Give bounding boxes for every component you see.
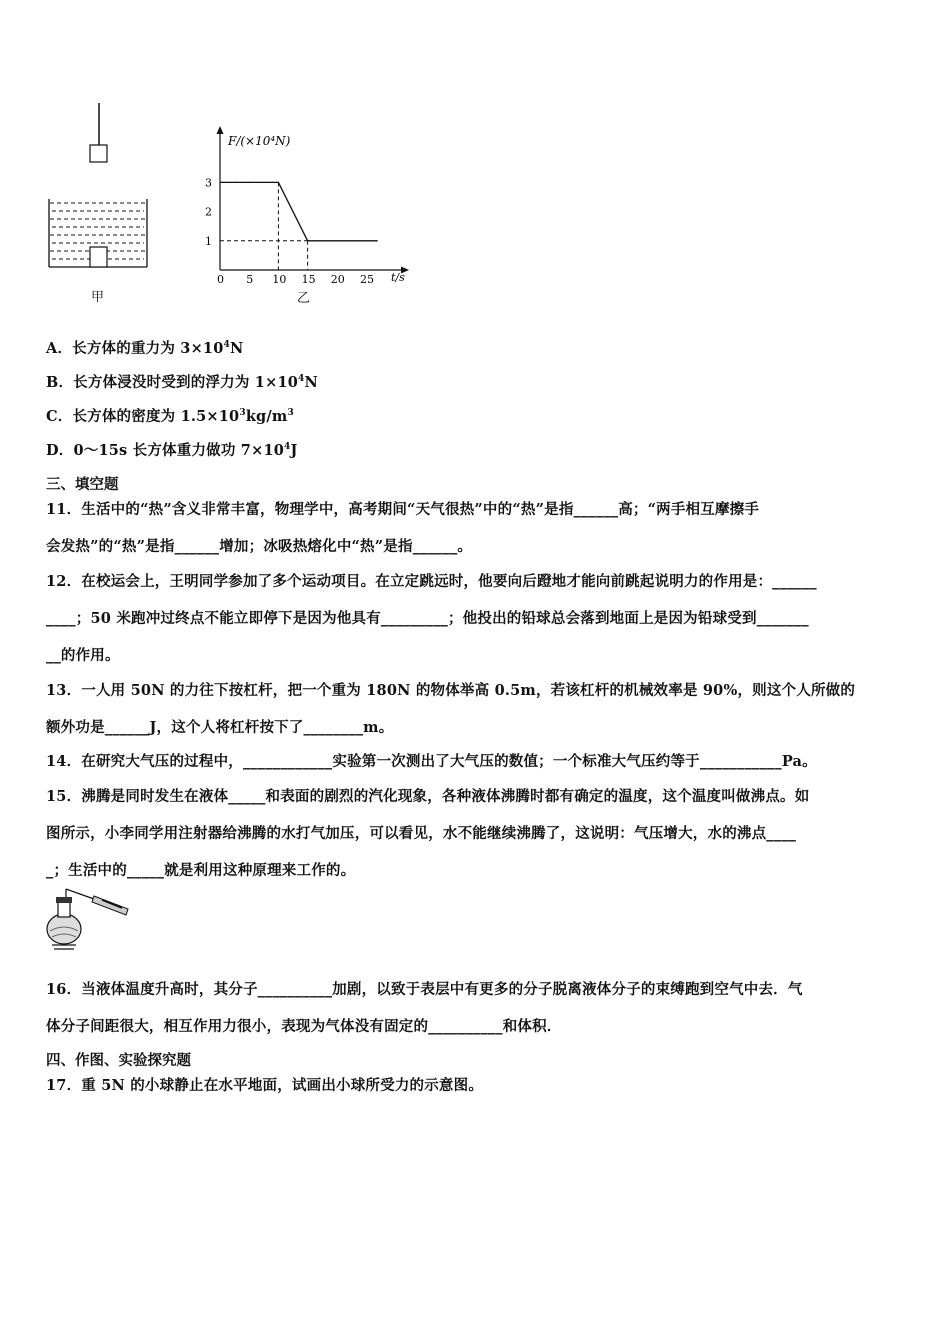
option-b: B．长方体浸没时受到的浮力为 $1\times 10^4N$ — [46, 374, 318, 391]
question-12-line-2: ____；50 米跑冲过终点不能立即停下是因为他具有_________；他投出的铅球总会落到地面上是因为铅球受到_______ — [46, 610, 809, 627]
x-tick-label-15: 15 — [301, 273, 316, 285]
question-16-line-1: 16．当液体温度升高时，其分子__________加剧，以致于表层中有更多的分子脱离液体分子的束缚跑到空气中去．气 — [46, 981, 803, 998]
question-12-line-3: __的作用。 — [46, 647, 120, 664]
y-axis-arrow — [217, 126, 224, 134]
flask-stand — [52, 945, 76, 949]
question-15-line-3: _；生活中的_____就是利用这种原理来工作的。 — [46, 862, 356, 879]
question-15-line-2: 图所示，小李同学用注射器给沸腾的水打气加压，可以看见，水不能继续沸腾了，这说明：气压增大，水的沸点____ — [46, 825, 797, 842]
figure-jia — [40, 95, 160, 315]
x-tick-label-10: 10 — [272, 273, 287, 285]
figure-yi-caption: 乙 — [297, 291, 311, 306]
syringe-flask-figure — [42, 885, 134, 953]
question-13-line-1: 13．一人用 50N 的力往下按杠杆，把一个重为 180N 的物体举高 0.5m，若该杠杆的机械效率是 90%，则这个人所做的 — [46, 682, 856, 699]
flask-neck — [58, 901, 70, 917]
submerged-block — [90, 247, 107, 267]
y-tick-label-1: 1 — [205, 234, 212, 248]
option-a: A．长方体的重力为 $3\times 10^4N$ — [46, 340, 244, 357]
x-tick-label-25: 25 — [360, 273, 374, 285]
section-fill-heading: 三、填空题 — [46, 476, 119, 493]
y-axis-label: F/(×10⁴N) — [228, 134, 291, 148]
force-time-chart — [195, 120, 420, 285]
question-13-line-2: 额外功是______J，这个人将杠杆按下了________m。 — [46, 719, 394, 736]
x-tick-label-5: 5 — [246, 273, 254, 285]
question-17: 17．重 5N 的小球静止在水平地面，试画出小球所受力的示意图。 — [46, 1077, 484, 1094]
option-d: D．0～15s 长方体重力做功 $7\times 10^4J$ — [46, 442, 298, 459]
question-11-line-1: 11．生活中的“热”含义非常丰富，物理学中，高考期间“天气很热”中的“热”是指______高；“两手相互摩擦手 — [46, 501, 760, 518]
question-16-line-2: 体分子间距很大，相互作用力很小，表现为气体没有固定的__________和体积． — [46, 1018, 562, 1035]
x-tick-label-0: 0 — [217, 273, 224, 285]
question-11-line-2: 会发热”的“热”是指______增加；冰吸热熔化中“热”是指______。 — [46, 538, 473, 555]
question-14: 14．在研究大气压的过程中，____________实验第一次测出了大气压的数值；一个标准大气压约等于___________Pa。 — [46, 753, 817, 770]
x-tick-label-20: 20 — [330, 273, 345, 285]
option-c: C．长方体的密度为 $1.5\times 10^3kg/m^3$ — [46, 408, 294, 425]
question-15-line-1: 15．沸腾是同时发生在液体_____和表面的剧烈的汽化现象，各种液体沸腾时都有确定的温度，这个温度叫做沸点。如 — [46, 788, 810, 805]
flask-body — [47, 914, 81, 944]
suspended-block — [90, 145, 107, 162]
y-tick-label-2: 2 — [205, 205, 212, 219]
force-series-line — [220, 182, 378, 240]
y-tick-label-3: 3 — [205, 176, 212, 190]
x-axis-label: t/s — [391, 271, 405, 284]
flask-stopper — [56, 897, 72, 903]
question-12-line-1: 12．在校运会上，王明同学参加了多个运动项目。在立定跳远时，他要向后蹬地才能向前跳起说明力的作用是：______ — [46, 573, 817, 590]
section-draw-heading: 四、作图、实验探究题 — [46, 1052, 191, 1069]
syringe — [92, 896, 128, 915]
figure-jia-caption: 甲 — [91, 290, 105, 305]
